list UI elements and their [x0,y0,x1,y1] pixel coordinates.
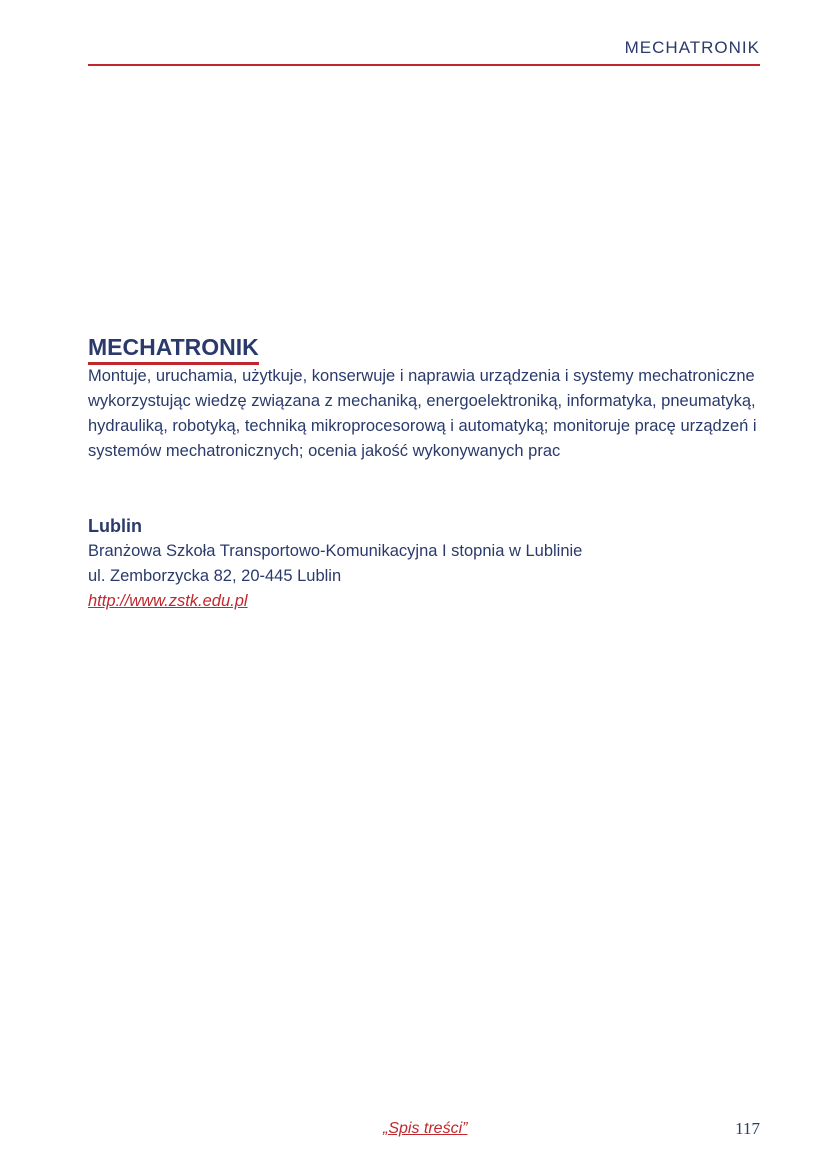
page-number: 117 [735,1119,760,1138]
entry-title: MECHATRONIK [88,334,259,365]
school-address: ul. Zemborzycka 82, 20-445 Lublin [88,567,342,585]
entry-description: Montuje, uruchamia, użytkuje, konserwuje i naprawia urządzenia i systemy mechatroniczne wykorzystując wiedzę związana z mechaniką, energoelektroniką, informatyka, pneumatyką, hydrauliką, robotyką, techniką mikroprocesorową i automatyką; monitoruje pracę urządzeń i systemów mechatronicznych; ocenia jakość wykonywanych prac [88,367,757,460]
school-website-link[interactable]: http://www.zstk.edu.pl [88,592,248,610]
running-header: MECHATRONIK [624,38,760,57]
school-name: Branżowa Szkoła Transportowo-Komunikacyjna I stopnia w Lublinie [88,542,583,560]
header-rule [88,64,760,66]
table-of-contents-link[interactable]: „Spis treści” [383,1120,468,1137]
school-city: Lublin [88,516,142,536]
